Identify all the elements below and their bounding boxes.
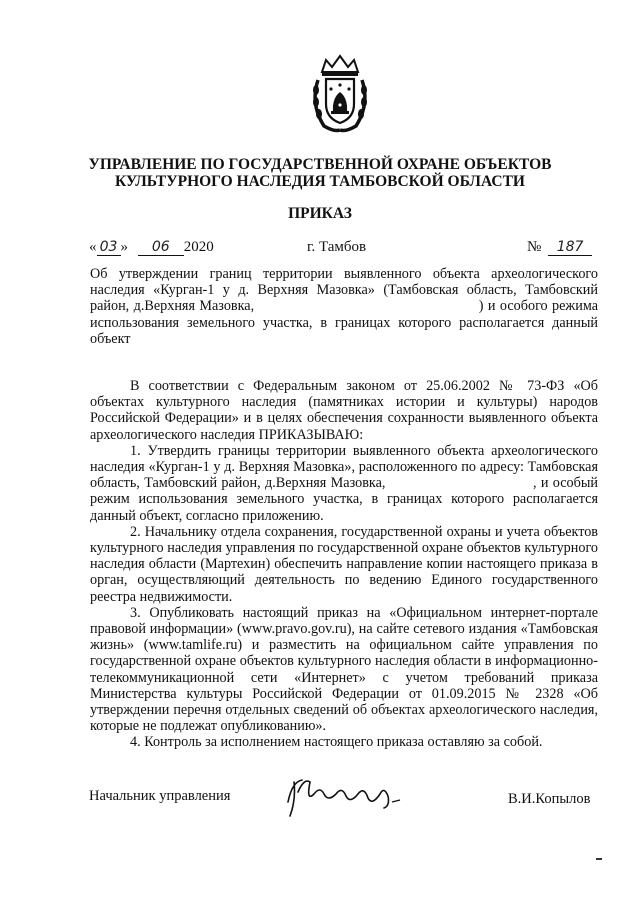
signatory-position: Начальник управления xyxy=(89,788,231,804)
date-year: 2020 xyxy=(183,239,214,255)
tambov-coat-of-arms-icon xyxy=(306,52,374,134)
number-label: № xyxy=(527,239,542,255)
signatory-name: В.И.Копылов xyxy=(508,791,591,807)
order-number xyxy=(527,238,592,256)
paragraph-1: 1. Утвердить границы территории выявленного объекта археологического наследия «Курган-1 у д. Верхняя Мазовка», расположенного по адресу: Тамбовская область, Тамбовский район, д.Верхняя Мазовка, , и особый режим использования земельного участка, в границах которого располагается данный объект, согласно приложению. xyxy=(90,442,602,524)
handwritten-signature-icon xyxy=(280,772,410,820)
order-date xyxy=(89,238,214,256)
paragraph-4: 4. Контроль за исполнением настоящего приказа оставляю за собой. xyxy=(130,734,543,751)
document-type: ПРИКАЗ xyxy=(288,205,352,222)
date-month: 06 xyxy=(138,240,184,256)
paragraph-preamble: В соответствии с Федеральным законом от 25.06.2002 № 73-ФЗ «Об объектах культурного наследия (памятниках истории и культуры) народов Российской Федерации» и в целях обеспечения сохранности выявленного объекта археологического наследия ПРИКАЗЫВАЮ: xyxy=(90,378,602,443)
city: г. Тамбов xyxy=(307,239,367,255)
authority-title-line-1: УПРАВЛЕНИЕ ПО ГОСУДАРСТВЕННОЙ ОХРАНЕ ОБЪЕКТОВ xyxy=(88,156,552,173)
paragraph-3: 3. Опубликовать настоящий приказ на «Официальном интернет-портале правовой информации» (www.pravo.gov.ru), на сайте сетевого издания «Тамбовская жизнь» (www.tamlife.ru) и разместить на официальном сайте управления по государственной охране объектов культурного наследия области в информационно-телекоммуникационной сети «Интернет» с учетом требований приказа Министерства культуры Российской Федерации от 01.09.2015 № 2328 «Об утверждении перечня отдельных сведений об объектах археологического наследия, которые не подлежат опубликованию». xyxy=(90,604,598,735)
authority-title-line-2: КУЛЬТУРНОГО НАСЛЕДИЯ ТАМБОВСКОЙ ОБЛАСТИ xyxy=(115,173,525,190)
scan-speck xyxy=(596,858,602,860)
date-day: 03 xyxy=(97,240,121,256)
order-body xyxy=(90,378,602,751)
number-value: 187 xyxy=(548,240,592,256)
order-subject: Об утверждении границ территории выявленного объекта археологического наследия «Курган-1 у д. Верхняя Мазовка» (Тамбовская область, Тамбовский район, д.Верхняя Мазовка, ) и особого режима использования земельного участка, в границах которого располагается данный объект xyxy=(90,266,602,347)
date-quote-close: » xyxy=(120,239,128,255)
paragraph-2: 2. Начальнику отдела сохранения, государственной охраны и учета объектов культурного наследия управления по государственной охране объектов культурного наследия области (Мартехин) обеспечить направление копии настоящего приказа в орган, осуществляющий деятельность по ведению Единого государственного реестра недвижимости. xyxy=(90,523,598,605)
date-quote-open: « xyxy=(89,239,97,255)
